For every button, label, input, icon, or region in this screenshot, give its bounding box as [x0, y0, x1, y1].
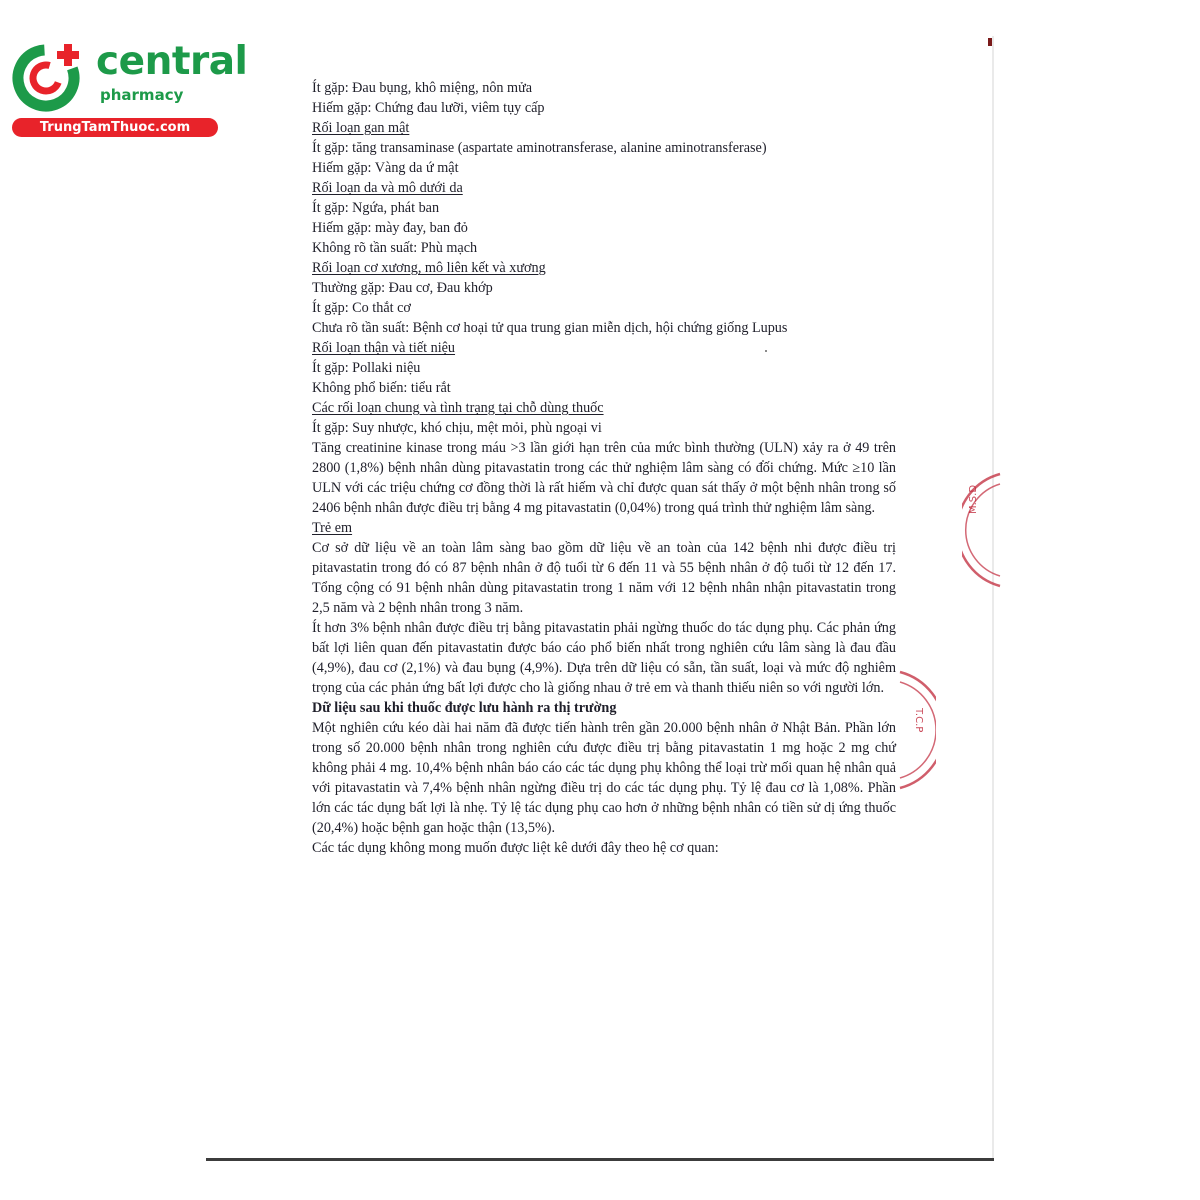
- text-line: Ít gặp: Suy nhược, khó chịu, mệt mỏi, phù ngoại vi: [312, 420, 602, 436]
- text-line: Ít gặp: Đau bụng, khô miệng, nôn mửa: [312, 80, 533, 96]
- text-line: Ít gặp: tăng transaminase (aspartate aminotransferase, alanine aminotransferase): [312, 140, 767, 156]
- seal-stamp-bottom-text: T.C.P: [913, 708, 924, 733]
- text-line: Chưa rõ tần suất: Bệnh cơ hoại tử qua trung gian miễn dịch, hội chứng giống Lupus: [312, 320, 788, 336]
- paragraph-postmarketing: Một nghiên cứu kéo dài hai năm đã được tiến hành trên gần 20.000 bệnh nhân ở Nhật Bản. Phần lớn trong số 20.000 bệnh nhân trong nghiên cứu được điều trị bằng pitavastatin 1 mg hoặc 2 mg chứ không phải 4 mg. 10,4% bệnh nhân báo cáo các tác dụng phụ không thể loại trừ mối quan hệ nhân quả với pitavastatin và 7,4% bệnh nhân ngừng điều trị do các tác dụng phụ. Tỷ lệ đau cơ là 1,08%. Phần lớn các tác dụng bất lợi là nhẹ. Tỷ lệ tác dụng phụ cao hơn ở những bệnh nhân có tiền sử dị ứng thuốc (20,4%) hoặc bệnh gan hoặc thận (13,5%).: [312, 720, 896, 836]
- text-line: Ít gặp: Ngứa, phát ban: [312, 200, 440, 216]
- document-body: [312, 78, 896, 863]
- text-line: Hiếm gặp: Chứng đau lưỡi, viêm tụy cấp: [312, 100, 545, 116]
- section-title-postmarketing: Dữ liệu sau khi thuốc được lưu hành ra thị trường: [312, 700, 617, 716]
- page-edge-right: [992, 36, 994, 1160]
- page-edge-bottom: [206, 1158, 994, 1161]
- section-heading-children: Trẻ em: [312, 520, 353, 536]
- text-line: Hiếm gặp: mày đay, ban đỏ: [312, 220, 468, 236]
- logo-wordmark: central: [96, 39, 248, 84]
- text-line: Hiếm gặp: Vàng da ứ mật: [312, 160, 459, 176]
- seal-stamp-top-text: M.S.D: [968, 484, 979, 514]
- paragraph-creatinine-kinase: Tăng creatinine kinase trong máu >3 lần giới hạn trên của mức bình thường (ULN) xảy ra ở 49 trên 2800 (1,8%) bệnh nhân dùng pitavastatin trong các thử nghiệm lâm sàng có đối chứng. Mức ≥10 lần ULN với các triệu chứng cơ đồng thời là rất hiếm và chỉ được quan sát thấy ở một bệnh nhân trong số 2406 bệnh nhân được điều trị bằng 4 mg pitavastatin (0,04%) trong quá trình thử nghiệm lâm sàng.: [312, 440, 896, 516]
- corner-mark: [988, 38, 992, 46]
- text-line: Thường gặp: Đau cơ, Đau khớp: [312, 280, 493, 296]
- paragraph-organ-list-intro: Các tác dụng không mong muốn được liệt kê dưới đây theo hệ cơ quan:: [312, 840, 719, 856]
- section-heading: Các rối loạn chung và tình trạng tại chỗ dùng thuốc: [312, 400, 604, 416]
- paragraph-children-adverse: Ít hơn 3% bệnh nhân được điều trị bằng pitavastatin phải ngừng thuốc do tác dụng phụ. Các phản ứng bất lợi liên quan đến pitavastatin được báo cáo phổ biến nhất trong nghiên cứu lâm sàng là đau đầu (4,9%), đau cơ (2,1%) và đau bụng (4,9%). Dựa trên dữ liệu có sẵn, tần suất, loại và mức độ nghiêm trọng của các phản ứng bất lợi được cho là giống nhau ở trẻ em và thanh thiếu niên so với người lớn.: [312, 620, 896, 696]
- text-line: Ít gặp: Pollaki niệu: [312, 360, 421, 376]
- seal-stamp-bottom: [896, 668, 936, 792]
- brand-logo: [10, 38, 248, 138]
- section-heading: Rối loạn thận và tiết niệu: [312, 340, 456, 356]
- logo-subtitle: pharmacy: [100, 86, 184, 104]
- section-heading: Rối loạn gan mật: [312, 120, 410, 136]
- pharmacy-logo-icon: [10, 38, 90, 118]
- logo-url-badge: TrungTamThuoc.com: [12, 118, 218, 137]
- section-heading: Rối loạn da và mô dưới da: [312, 180, 463, 196]
- section-heading: Rối loạn cơ xương, mô liên kết và xương: [312, 260, 546, 276]
- paragraph-children-safety: Cơ sở dữ liệu về an toàn lâm sàng bao gồm dữ liệu về an toàn của 142 bệnh nhi được điều trị pitavastatin trong đó có 87 bệnh nhân ở độ tuổi từ 6 đến 11 và 55 bệnh nhân ở độ tuổi từ 12 đến 17. Tổng cộng có 91 bệnh nhân dùng pitavastatin trong 1 năm với 12 bệnh nhân nhận pitavastatin trong 2,5 năm và 2 bệnh nhân trong 3 năm.: [312, 540, 896, 616]
- text-line: Không phổ biến: tiểu rắt: [312, 380, 451, 396]
- text-line: Ít gặp: Co thắt cơ: [312, 300, 411, 316]
- text-line: Không rõ tần suất: Phù mạch: [312, 240, 478, 256]
- seal-stamp-top: [962, 470, 1002, 590]
